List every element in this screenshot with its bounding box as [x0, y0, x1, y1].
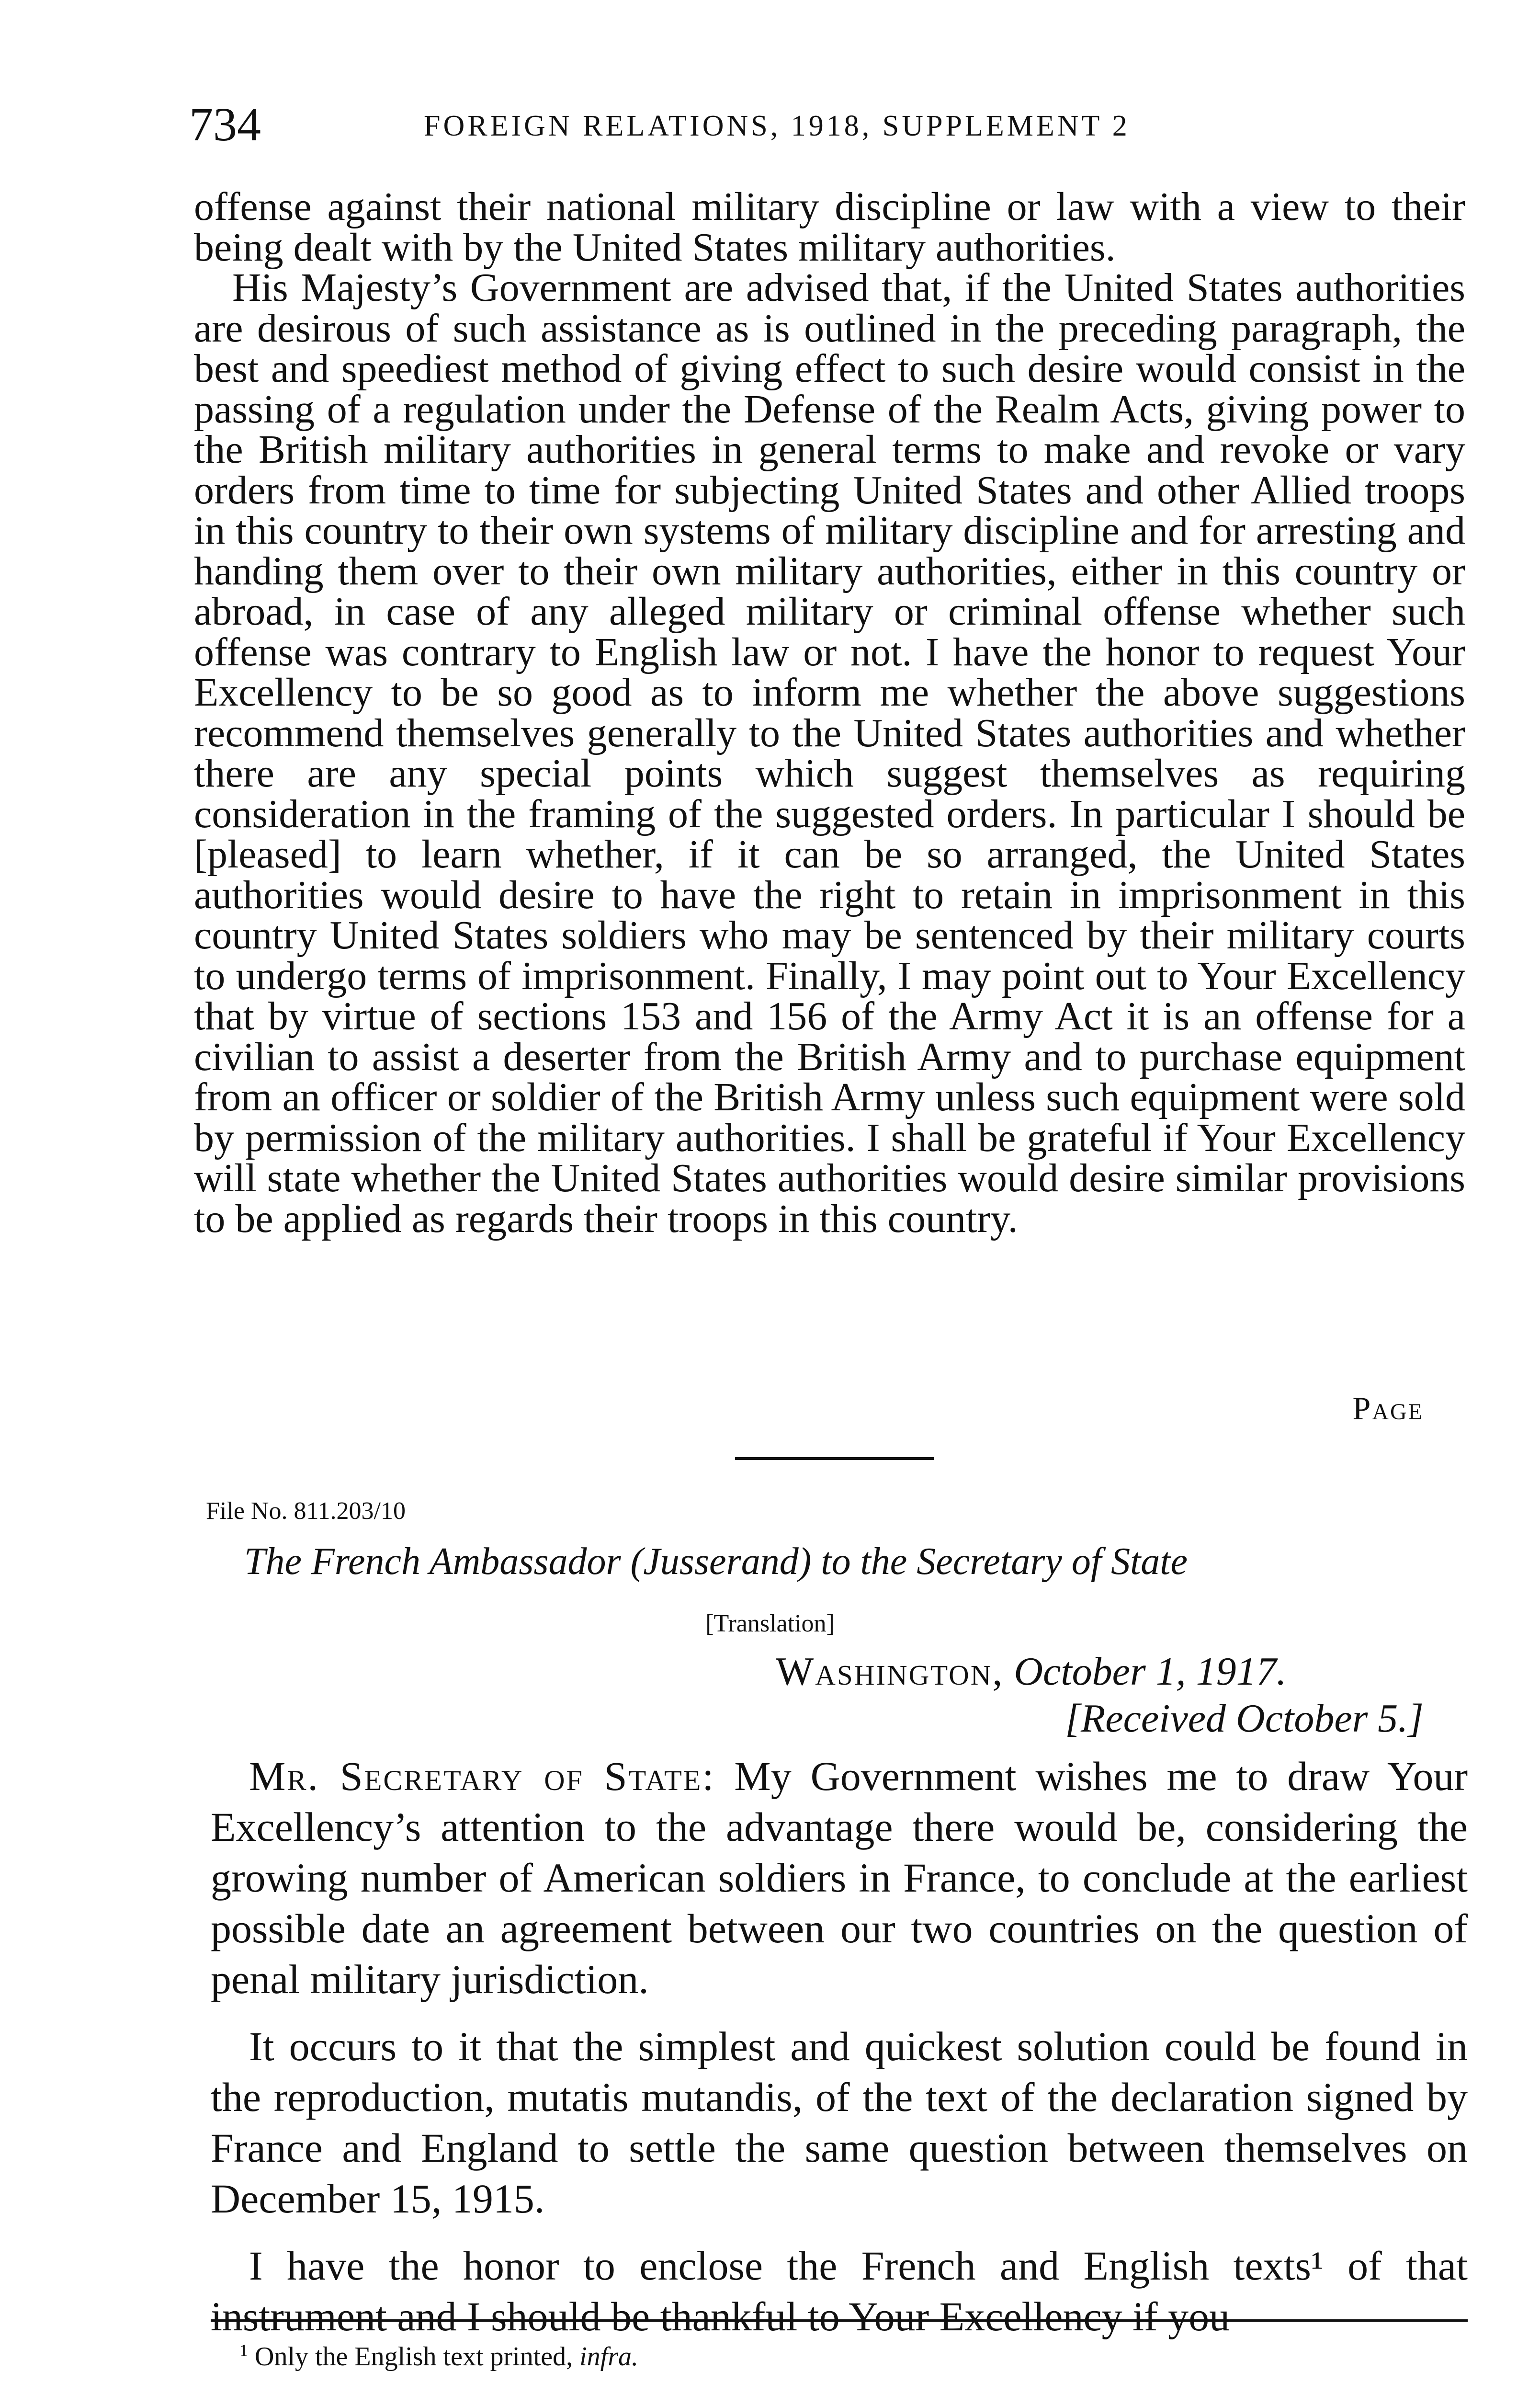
running-head — [189, 98, 1463, 151]
file-number: File No. 811.203/10 — [206, 1497, 406, 1525]
page-number: 734 — [189, 98, 261, 151]
received-date: [Received October 5.] — [1065, 1696, 1424, 1741]
paragraph: It occurs to it that the simplest and quickest solution could be found in the reproduction, mutatis mutandis, of the text of the declaration signed by France and England to settle the same question between themselves on December 15, 1915. — [211, 2023, 1468, 2222]
footnote — [239, 2338, 638, 2376]
section-divider — [735, 1457, 934, 1460]
letter-continuation — [194, 184, 1465, 1241]
signature: Page — [1352, 1390, 1424, 1426]
footnote-text: Only the English text printed, — [255, 2342, 573, 2372]
paragraph: I have the honor to enclose the French and English texts¹ of that instrument and I should be thankful to Your Excellency if you — [211, 2243, 1468, 2339]
footnote-rule — [211, 2319, 1468, 2322]
running-head-title: FOREIGN RELATIONS, 1918, SUPPLEMENT 2 — [424, 110, 1130, 142]
letter-body — [211, 1751, 1468, 2358]
dateline — [776, 1648, 1287, 1696]
document-title: The French Ambassador (Jusserand) to the Secretary of State — [244, 1540, 1188, 1583]
footnote-emphasis: infra. — [579, 2342, 639, 2372]
paragraph — [211, 1751, 1468, 2005]
translation-note: [Translation] — [705, 1610, 835, 1637]
paragraph-text: My Government wishes me to draw Your Excellency’s attention to the advantage there would be, considering the growing number of American soldiers in France, to conclude at the earliest possible date an agreement between our two countries on the question of penal military jurisdiction. — [211, 1753, 1468, 2002]
salutation: Mr. Secretary of State: — [249, 1753, 715, 1799]
dateline-date: October 1, 1917. — [1014, 1649, 1287, 1694]
footnote-marker: 1 — [239, 2340, 248, 2360]
paragraph: His Majesty’s Government are advised that, if the United States authorities are desirous of such assistance as is outlined in the preceding paragraph, the best and speediest method of giving effect to such desire would consist in the passing of a regulation under the Defense of the Realm Acts, giving power to the British military authorities in general terms to make and revoke or vary orders from time to time for subjecting United States and other Allied troops in this country to their own systems of military discipline and for arresting and handing them over to their own military authorities, either in this country or abroad, in case of any alleged military or criminal offense whether such offense was contrary to English law or not. I have the honor to request Your Excellency to be so good as to inform me whether the above suggestions recommend themselves generally to the United States authorities and whether there are any special points which suggest themselves as requiring consideration in the framing of the suggested orders. In particular I should be [pleased] to learn whether, if it can be so arranged, the United States authorities would desire to have the right to retain in imprisonment in this country United States soldiers who may be sentenced by their military courts to undergo terms of imprisonment. Finally, I may point out to Your Excellency that by virtue of sections 153 and 156 of the Army Act it is an offense for a civilian to assist a deserter from the British Army and to purchase equipment from an officer or soldier of the British Army unless such equipment were sold by permission of the military authorities. I shall be grateful if Your Excellency will state whether the United States authorities would desire similar provisions to be applied as regards their troops in this country. — [194, 265, 1465, 1241]
paragraph: offense against their national military discipline or law with a view to their being dealt with by the United States military authorities. — [194, 184, 1465, 270]
dateline-place: Washington, — [776, 1649, 1004, 1694]
